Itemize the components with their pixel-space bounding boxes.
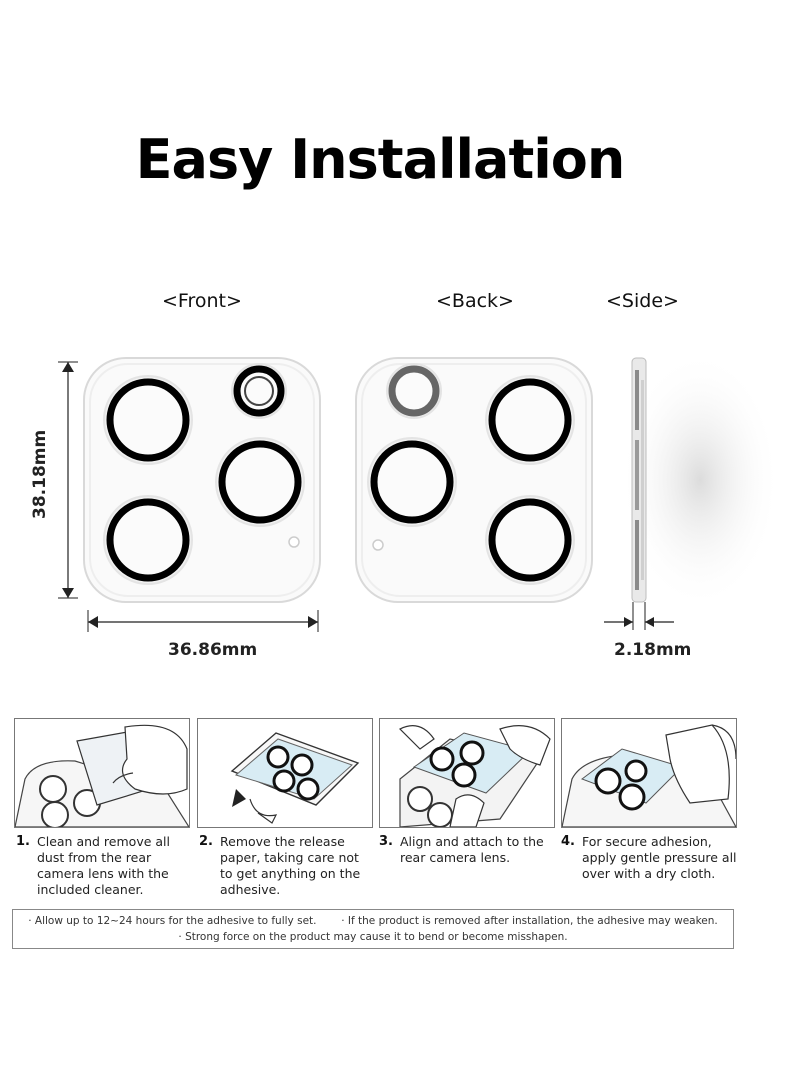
thickness-dimension-label: 2.18mm [614, 640, 692, 660]
notes-box [12, 909, 734, 949]
step-1-text: Clean and remove all dust from the rear camera lens with the included cleaner. [37, 834, 170, 897]
step-2-illustration [197, 718, 373, 828]
back-protector [356, 358, 592, 602]
height-dimension-label [30, 429, 50, 519]
front-protector [84, 358, 320, 602]
step-4-text: For secure adhesion, apply gentle pressure all over with a dry cloth. [582, 834, 737, 881]
step-3-number: 3. [379, 834, 393, 849]
thickness-dimension-line [604, 602, 674, 630]
step-3-illustration [379, 718, 555, 828]
page-title: Easy Installation [135, 128, 625, 191]
note-3: · Strong force on the product may cause it to bend or become misshapen. [178, 931, 568, 943]
height-dimension-text: 38.18mm [30, 429, 50, 519]
step-4-number: 4. [561, 834, 575, 849]
side-view-label: <Side> [606, 290, 679, 312]
note-1: · Allow up to 12~24 hours for the adhesive to fully set. [28, 915, 317, 927]
back-view-label: <Back> [436, 290, 514, 312]
step-1-number: 1. [16, 834, 30, 849]
step-2-text: Remove the release paper, taking care not to get anything on the adhesive. [220, 834, 361, 897]
width-dimension-label: 36.86mm [168, 640, 258, 660]
height-dimension-line [58, 362, 78, 598]
note-2: · If the product is removed after installation, the adhesive may weaken. [341, 915, 718, 927]
width-dimension-line [88, 610, 318, 632]
step-4-illustration [561, 718, 737, 828]
side-view-protector [620, 350, 780, 610]
step-1-illustration [14, 718, 190, 828]
front-view-label: <Front> [162, 290, 242, 312]
product-diagram [0, 340, 800, 670]
step-2-number: 2. [199, 834, 213, 849]
step-3-text: Align and attach to the rear camera lens. [400, 834, 544, 865]
